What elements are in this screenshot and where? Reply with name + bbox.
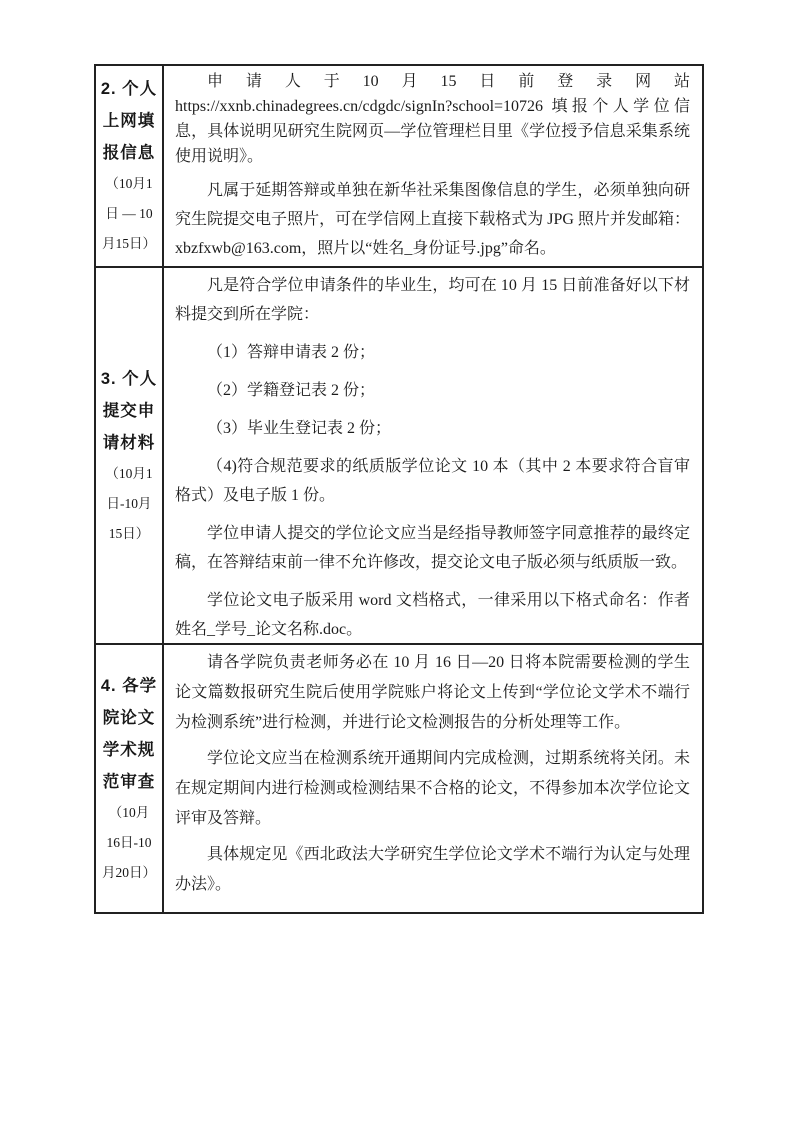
label-title-line: 4. 各学 <box>100 676 158 695</box>
label-date-line: （10月1 <box>105 176 153 191</box>
paragraph: 请各学院负责老师务必在 10 月 16 日—20 日将本院需要检测的学生论文篇数报研究生院后使用学院账户将论文上传到“学位论文学术不端行为检测系统”进行检测，并进行论文检测报告的分析处理等工作。 <box>175 654 690 731</box>
paragraph: （4)符合规范要求的纸质版学位论文 10 本（其中 2 本要求符合盲审格式）及电子版 1 份。 <box>175 458 690 504</box>
row-paragraphs <box>175 271 690 643</box>
label-title-line: 学术规 <box>102 740 156 759</box>
label-date-line: 日-10月 <box>106 495 152 511</box>
row-content-cell <box>164 66 702 266</box>
row-label-cell <box>96 66 164 266</box>
row-label-dates <box>102 798 156 888</box>
label-date-line: 16日-10 <box>106 834 152 850</box>
paragraph: （1）答辩申请表 2 份； <box>207 344 376 361</box>
row-content-cell <box>164 268 702 643</box>
label-date-line: 月15日） <box>102 236 156 251</box>
row-label-dates <box>105 459 152 549</box>
paragraph: （2）学籍登记表 2 份； <box>207 382 376 399</box>
row-label-cell <box>96 645 164 912</box>
paragraph: 具体规定见《西北政法大学研究生学位论文学术不端行为认定与处理办法》。 <box>175 846 690 893</box>
label-date-line: 15日） <box>108 525 150 541</box>
row-paragraphs <box>175 69 690 263</box>
label-date-line: （10月 <box>108 804 150 820</box>
paragraph: 学位申请人提交的学位论文应当是经指导教师签字同意推荐的最终定稿，在答辩结束前一律不允许修改，提交论文电子版必须与纸质版一致。 <box>175 525 690 571</box>
row-label-title <box>101 670 157 798</box>
row-label-title <box>101 363 157 459</box>
paragraph: 学位论文应当在检测系统开通期间内完成检测，过期系统将关闭。未在规定期间内进行检测或检测结果不合格的论文，不得参加本次学位论文评审及答辩。 <box>175 750 690 827</box>
row-content-cell <box>164 645 702 912</box>
label-title-line: 范审查 <box>102 772 156 791</box>
table-row <box>96 643 702 912</box>
label-title-line: 报信息 <box>102 144 156 162</box>
procedure-table <box>94 64 704 914</box>
label-title-line: 提交申 <box>102 401 156 420</box>
label-title-line: 上网填 <box>102 112 156 130</box>
label-title-line: 请材料 <box>102 433 156 452</box>
label-date-line: 月20日） <box>102 864 156 880</box>
label-title-line: 3. 个人 <box>100 369 158 388</box>
paragraph: 学位论文电子版采用 word 文档格式，一律采用以下格式命名：作者姓名_学号_论文名称.doc。 <box>175 592 690 638</box>
row-label-cell <box>96 268 164 643</box>
row-paragraphs <box>175 648 690 900</box>
table-row <box>96 66 702 266</box>
table-row <box>96 266 702 643</box>
paragraph: 凡是符合学位申请条件的毕业生，均可在 10 月 15 日前准备好以下材料提交到所在学院： <box>175 277 690 323</box>
label-title-line: 2. 个人 <box>100 80 158 98</box>
paragraph: 凡属于延期答辩或单独在新华社采集图像信息的学生，必须单独向研究生院提交电子照片，可在学信网上直接下载格式为 JPG 照片并发邮箱：xbzfxwb@163.com，照片以“姓名_身份证号.jpg”命名。 <box>175 182 690 257</box>
paragraph: （3）毕业生登记表 2 份； <box>207 420 392 437</box>
row-label-title <box>101 73 157 169</box>
row-label-dates <box>102 169 156 259</box>
label-date-line: （10月1 <box>105 465 153 481</box>
label-date-line: 日 — 10 <box>105 206 153 221</box>
paragraph: 申请人于10月15日前登录网站 https://xxnb.chinadegrees.cn/cdgdc/signIn?school=10726 填报个人学位信息，具体说明见研究生院网页—学位管理栏目里《学位授予信息采集系统使用说明》。 <box>175 73 690 165</box>
label-title-line: 院论文 <box>102 708 156 727</box>
